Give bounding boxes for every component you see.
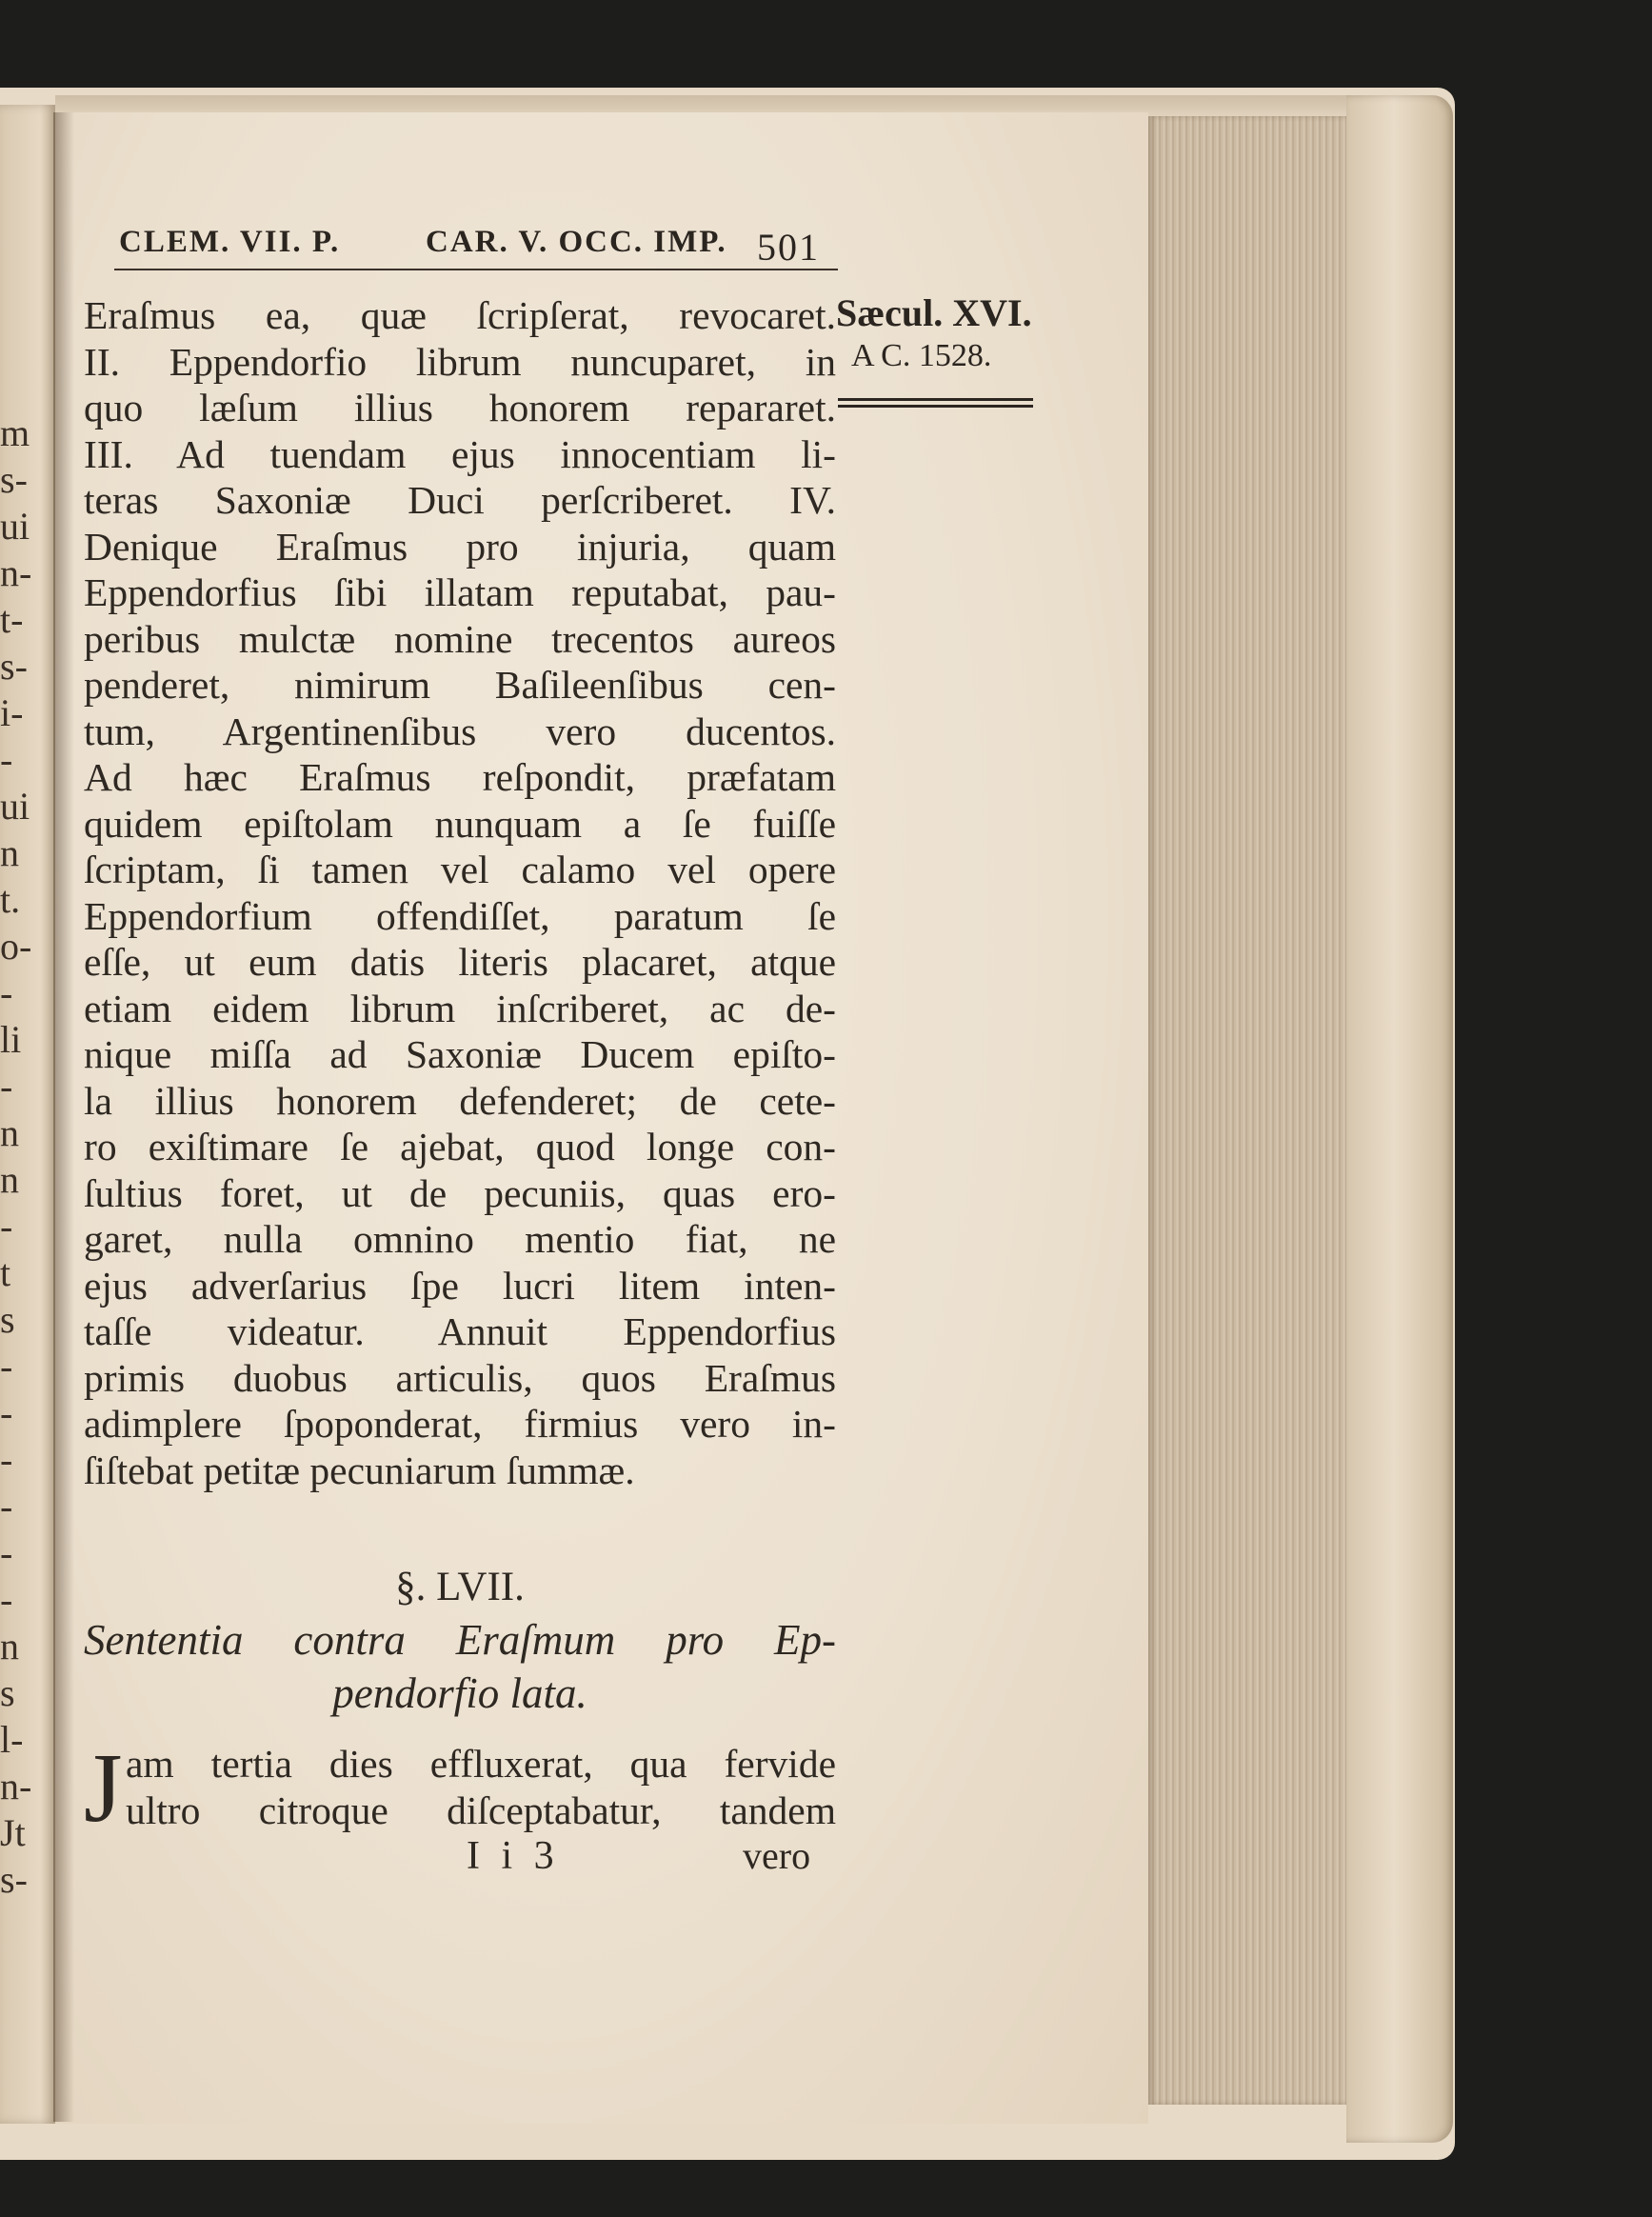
previous-page-fragment: n <box>0 831 19 874</box>
body-text <box>84 292 836 1493</box>
text-line: la illius honorem defenderet; de cete- <box>84 1078 836 1123</box>
previous-page-fragment: s- <box>0 645 28 688</box>
text-line: ultro citroque diſceptabatur, tandem <box>126 1788 836 1832</box>
previous-page-fragment: l- <box>0 1718 24 1761</box>
margin-rule <box>838 405 1033 408</box>
previous-page-fragment: - <box>0 1065 13 1108</box>
previous-page-fragment: n <box>0 1158 19 1201</box>
text-line: II. Eppendorfio librum nuncuparet, in <box>84 339 836 384</box>
text-line: quo læſum illius honorem repararet. <box>84 386 836 429</box>
previous-page-fragment: n <box>0 1111 19 1154</box>
previous-page-fragment: - <box>0 971 13 1014</box>
previous-page-fragment: n- <box>0 551 32 594</box>
section-title <box>84 1613 836 1720</box>
previous-page-fragment: t <box>0 1251 11 1294</box>
previous-page-fragment: n <box>0 1625 19 1668</box>
text-line: quidem epiſtolam nunquam a ſe fuiſſe <box>84 801 836 846</box>
previous-page-fragment: s <box>0 1671 15 1714</box>
running-head-center: CAR. V. OCC. IMP. <box>426 225 727 259</box>
margin-note-year: A C. 1528. <box>851 338 992 373</box>
section-title-line: Sententia contra Eraſmum pro Ep- <box>84 1616 836 1664</box>
header-rule <box>114 269 838 270</box>
text-line: taſſe videatur. Annuit Eppendorfius <box>84 1309 836 1353</box>
previous-page-fragment: o- <box>0 925 32 968</box>
previous-page-fragment: - <box>0 738 13 781</box>
text-line: ſiſtebat petitæ pecuniarum ſummæ. <box>84 1448 635 1492</box>
text-line: ſultius foret, ut de pecuniis, quas ero- <box>84 1170 836 1215</box>
page-number: 501 <box>757 226 820 269</box>
text-line: Ad hæc Eraſmus reſpondit, præfatam <box>84 755 836 799</box>
text-line: teras Saxoniæ Duci perſcriberet. IV. <box>84 478 836 522</box>
text-line: peribus mulctæ nomine trecentos aureos <box>84 616 836 661</box>
previous-page-fragment: s- <box>0 458 28 501</box>
running-head-left: CLEM. VII. P. <box>119 225 341 259</box>
gutter-shadow <box>53 112 74 2122</box>
previous-page-fragment: ui <box>0 505 30 548</box>
margin-rule <box>838 398 1033 401</box>
previous-page-fragment: - <box>0 1438 13 1481</box>
text-line: tum, Argentinenſibus vero ducentos. <box>84 709 836 753</box>
previous-page-edge <box>0 105 57 2124</box>
previous-page-fragment: s <box>0 1298 15 1341</box>
previous-page-fragment: ui <box>0 785 30 828</box>
text-line: eſſe, ut eum datis literis placaret, atque <box>84 940 836 984</box>
previous-page-fragment: i- <box>0 691 24 734</box>
previous-page-fragment: - <box>0 1485 13 1528</box>
text-line: am tertia dies effluxerat, qua fervide <box>126 1742 836 1786</box>
text-line: Eppendorfium offendiſſet, paratum ſe <box>84 893 836 938</box>
previous-page-fragment: Jt <box>0 1811 26 1854</box>
text-line: garet, nulla omnino mentio fiat, ne <box>84 1217 836 1261</box>
drop-cap: J <box>84 1733 123 1843</box>
text-line: penderet, nimirum Baſileenſibus cen- <box>84 663 836 707</box>
previous-page-fragment: - <box>0 1578 13 1621</box>
text-line: III. Ad tuendam ejus innocentiam li- <box>84 431 836 476</box>
text-line: ejus adverſarius ſpe lucri litem inten- <box>84 1263 836 1308</box>
previous-page-fragment: - <box>0 1205 13 1248</box>
signature-mark: I i 3 <box>467 1834 560 1878</box>
text-line: nique miſſa ad Saxoniæ Ducem epiſto- <box>84 1032 836 1076</box>
text-line: ſcriptam, ſi tamen vel calamo vel opere <box>84 848 836 891</box>
previous-page-fragment: t- <box>0 598 24 641</box>
previous-page-fragment: t. <box>0 878 21 921</box>
previous-page-fragment: - <box>0 1531 13 1574</box>
previous-page-fragment: n- <box>0 1765 32 1808</box>
text-line: etiam eidem librum inſcriberet, ac de- <box>84 986 836 1030</box>
text-line: Eppendorfius ſibi illatam reputabat, pau- <box>84 570 836 614</box>
cover-edge <box>1346 95 1453 2143</box>
previous-page-text-fragments <box>0 409 32 1903</box>
running-head <box>119 225 843 272</box>
paragraph <box>84 1733 836 1843</box>
text-line: ro exiſtimare ſe ajebat, quod longe con- <box>84 1125 836 1168</box>
previous-page-fragment: li <box>0 1018 22 1061</box>
text-line: Denique Eraſmus pro injuria, quam <box>84 524 836 569</box>
text-line: primis duobus articulis, quos Eraſmus <box>84 1355 836 1400</box>
previous-page-fragment: m <box>0 411 30 454</box>
previous-page-fragment: s- <box>0 1858 28 1901</box>
section-number: §. LVII. <box>395 1565 525 1609</box>
margin-note-century: Sæcul. XVI. <box>836 291 1032 334</box>
previous-page-fragment: - <box>0 1345 13 1388</box>
text-line: Eraſmus ea, quæ ſcripſerat, revocaret. <box>84 293 836 337</box>
section-title-line: pendorfio lata. <box>332 1669 587 1717</box>
catchword: vero <box>743 1834 811 1877</box>
text-line: adimplere ſpoponderat, firmius vero in- <box>84 1402 836 1446</box>
fore-edge-stack <box>1148 116 1346 2105</box>
previous-page-fragment: - <box>0 1391 13 1434</box>
